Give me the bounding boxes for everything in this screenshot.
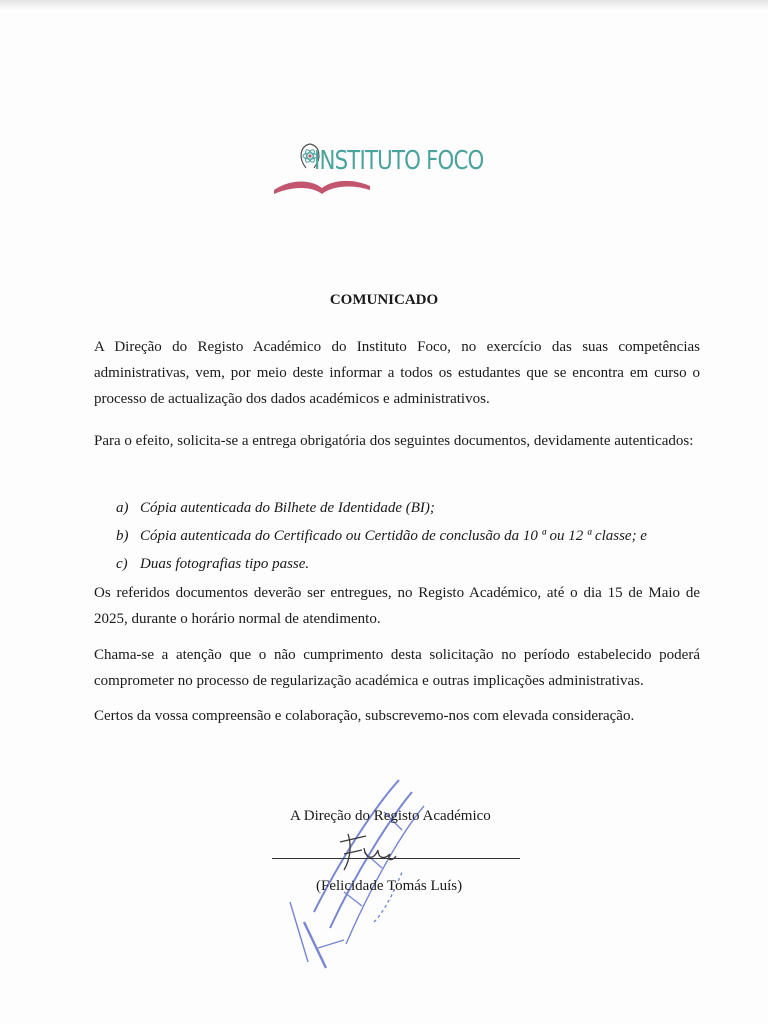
list-item — [116, 550, 716, 578]
list-item — [116, 522, 716, 550]
list-marker: a) — [116, 500, 129, 516]
logo-brand-text: INSTITUTO FOCO — [314, 146, 484, 176]
institute-logo — [270, 128, 485, 198]
paragraph-closing: Certos da vossa compreensão e colaboração, subscrevemo-nos com elevada consideração. — [94, 708, 635, 724]
list-item — [116, 494, 716, 522]
list-marker: c) — [116, 556, 128, 572]
paragraph-intro: A Direção do Registo Académico do Instituto Foco, no exercício das suas competências administrativas, vem, por meio deste informar a todos os estudantes que se encontra em curso o processo de actualização dos dados académicos e administrativos. — [94, 339, 700, 407]
list-item-text: Cópia autenticada do Certificado ou Certidão de conclusão da 10 ª ou 12 ª classe; e — [140, 528, 647, 544]
signature-line — [272, 858, 520, 859]
list-item-text: Duas fotografias tipo passe. — [140, 556, 310, 572]
list-item-text: Cópia autenticada do Bilhete de Identidade (BI); — [140, 500, 435, 516]
signature-department: A Direção do Registo Académico — [290, 808, 491, 824]
paragraph-deadline: Os referidos documentos deverão ser entregues, no Registo Académico, até o dia 15 de Maio de 2025, durante o horário normal de atendimento. — [94, 585, 700, 627]
paragraph-request: Para o efeito, solicita-se a entrega obrigatória dos seguintes documentos, devidamente autenticados: — [94, 433, 694, 449]
scan-top-shadow — [0, 0, 768, 10]
signatory-name: (Felicidade Tomás Luís) — [316, 878, 463, 894]
handwritten-signature-icon — [330, 826, 410, 876]
required-documents-list — [116, 494, 716, 578]
list-marker: b) — [116, 528, 129, 544]
paragraph-warning: Chama-se a atenção que o não cumprimento desta solicitação no período estabelecido poderá comprometer no processo de regularização académica e outras implicações administrativas. — [94, 647, 700, 689]
document-title: COMUNICADO — [329, 292, 439, 308]
